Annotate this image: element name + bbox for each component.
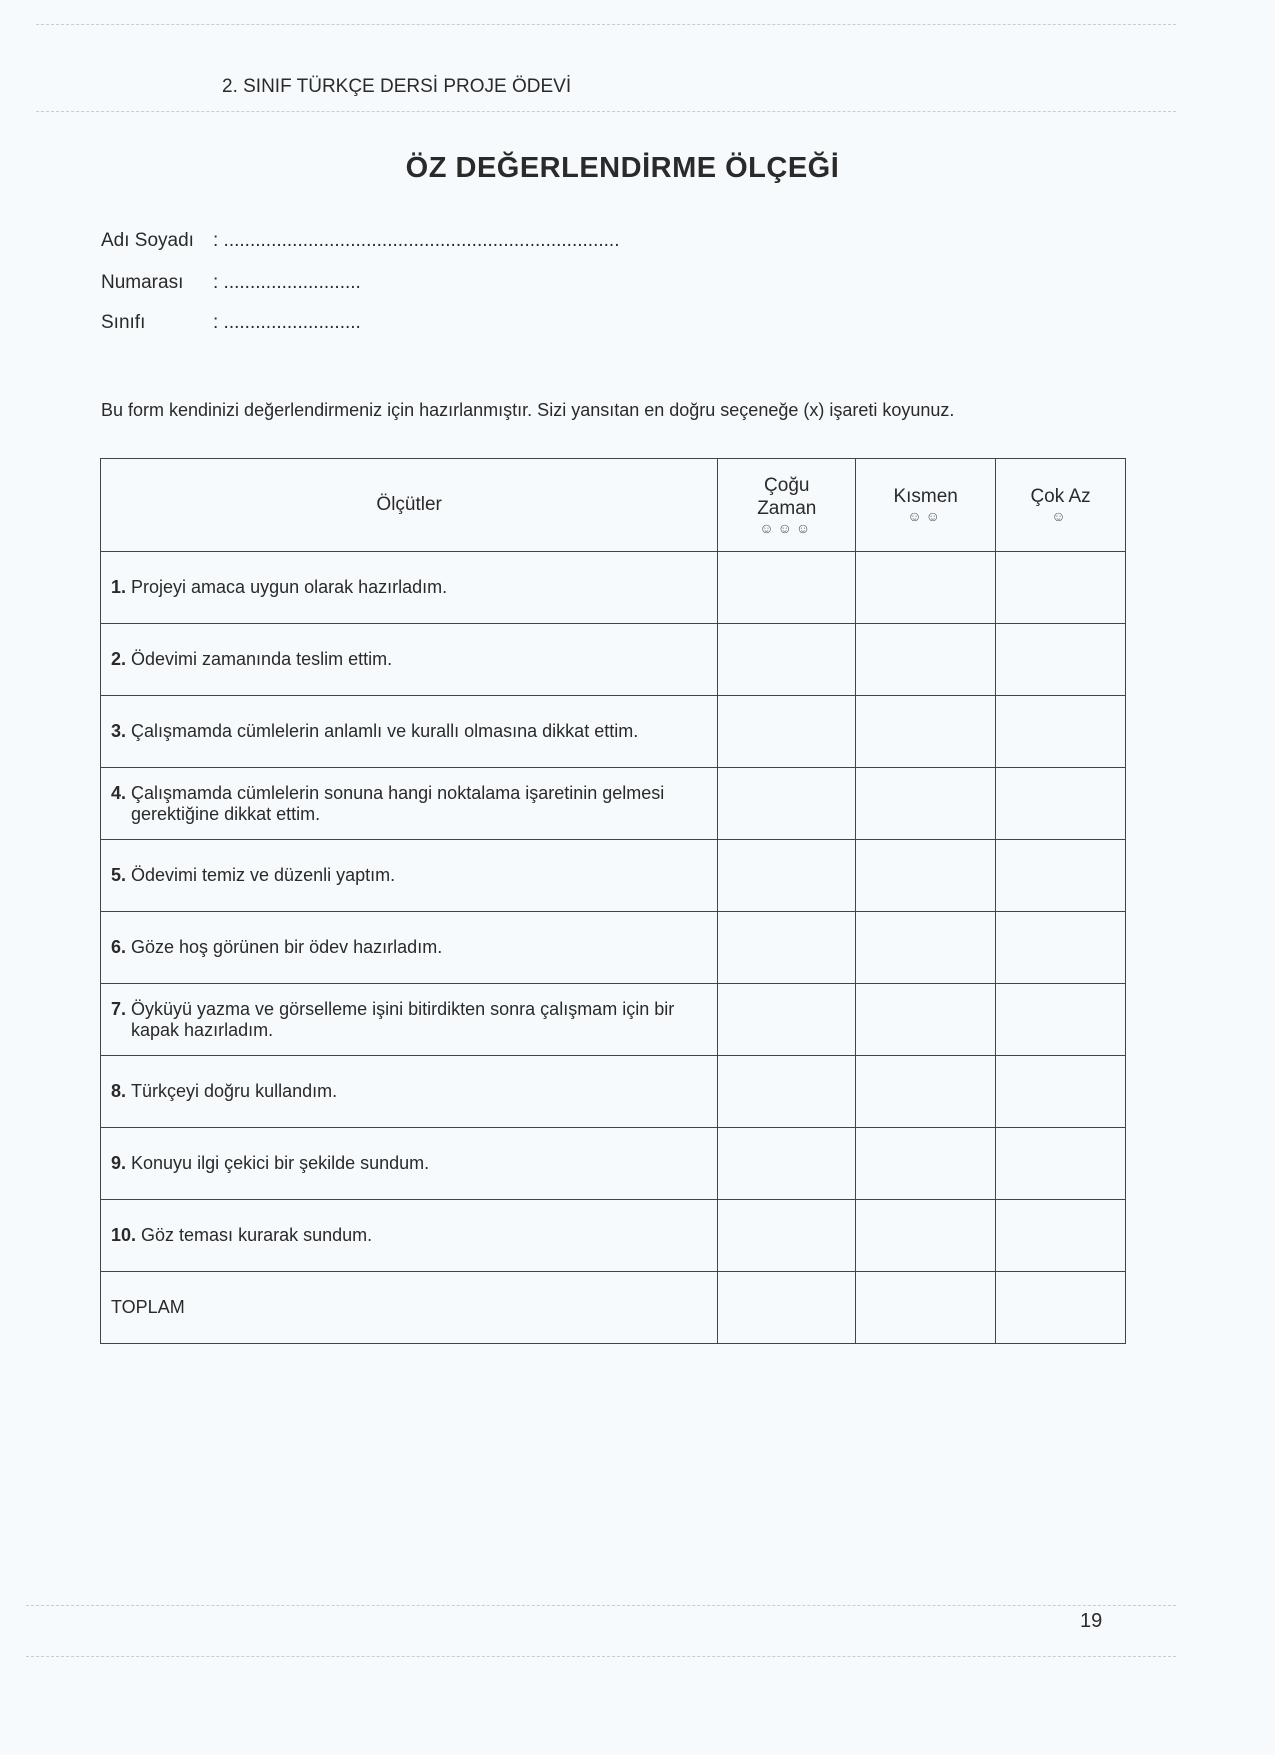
check-cell-rarely[interactable]: [996, 624, 1126, 696]
page-number: 19: [1080, 1610, 1103, 1632]
check-cell-mostly[interactable]: [718, 840, 856, 912]
smiley-icons: ☺: [1051, 508, 1070, 524]
instruction: Bu form kendinizi değerlendirmeniz için hazırlanmıştır. Sizi yansıtan en doğru seçeneğe (x) işareti koyunuz.: [101, 400, 955, 420]
check-cell-partly[interactable]: [856, 1200, 996, 1272]
total-cell-mostly[interactable]: [718, 1272, 856, 1344]
smiley-icons: ☺☺☺: [759, 520, 815, 536]
table-row: [101, 912, 1126, 984]
table-row: [101, 840, 1126, 912]
check-cell-rarely[interactable]: [996, 984, 1126, 1056]
table-row: [101, 768, 1126, 840]
criteria-header: Ölçütler: [101, 459, 718, 552]
table-row: [101, 984, 1126, 1056]
check-cell-rarely[interactable]: [996, 912, 1126, 984]
check-cell-partly[interactable]: [856, 552, 996, 624]
header-text: 2. SINIF TÜRKÇE DERSİ PROJE ÖDEVİ: [222, 76, 572, 97]
criterion: 7. Öyküyü yazma ve görselleme işini bitirdikten sonra çalışmam için bir kapak hazırladım.: [101, 984, 718, 1056]
check-cell-rarely[interactable]: [996, 840, 1126, 912]
col-mostly: Çoğu Zaman ☺☺☺: [718, 459, 856, 552]
criterion: 5. Ödevimi temiz ve düzenli yaptım.: [101, 840, 718, 912]
footer-box: [26, 1605, 1176, 1657]
criterion: 8. Türkçeyi doğru kullandım.: [101, 1056, 718, 1128]
class-field[interactable]: Sınıfı : ..........................: [101, 312, 361, 333]
table-row: [101, 1128, 1126, 1200]
table-row: [101, 624, 1126, 696]
table-row: [101, 1056, 1126, 1128]
check-cell-mostly[interactable]: [718, 1128, 856, 1200]
assessment-table: [100, 458, 1126, 1344]
check-cell-rarely[interactable]: [996, 696, 1126, 768]
table-row: [101, 1200, 1126, 1272]
check-cell-rarely[interactable]: [996, 768, 1126, 840]
col-partly: Kısmen ☺☺: [856, 459, 996, 552]
criterion: 9. Konuyu ilgi çekici bir şekilde sundum.: [101, 1128, 718, 1200]
check-cell-mostly[interactable]: [718, 1200, 856, 1272]
check-cell-mostly[interactable]: [718, 696, 856, 768]
criterion: 10. Göz teması kurarak sundum.: [101, 1200, 718, 1272]
total-cell-partly[interactable]: [856, 1272, 996, 1344]
check-cell-mostly[interactable]: [718, 552, 856, 624]
check-cell-partly[interactable]: [856, 840, 996, 912]
criterion: 2. Ödevimi zamanında teslim ettim.: [101, 624, 718, 696]
number-field[interactable]: Numarası : ..........................: [101, 272, 361, 293]
check-cell-rarely[interactable]: [996, 1128, 1126, 1200]
page-title: ÖZ DEĞERLENDİRME ÖLÇEĞİ: [405, 152, 840, 184]
table-row: [101, 552, 1126, 624]
check-cell-rarely[interactable]: [996, 1056, 1126, 1128]
table-row: [101, 696, 1126, 768]
check-cell-partly[interactable]: [856, 696, 996, 768]
check-cell-mostly[interactable]: [718, 624, 856, 696]
check-cell-partly[interactable]: [856, 912, 996, 984]
check-cell-partly[interactable]: [856, 624, 996, 696]
check-cell-partly[interactable]: [856, 1056, 996, 1128]
check-cell-partly[interactable]: [856, 984, 996, 1056]
check-cell-mostly[interactable]: [718, 912, 856, 984]
check-cell-rarely[interactable]: [996, 552, 1126, 624]
criterion: 4. Çalışmamda cümlelerin sonuna hangi noktalama işaretinin gelmesi gerektiğine dikkat ettim.: [101, 768, 718, 840]
check-cell-mostly[interactable]: [718, 768, 856, 840]
check-cell-mostly[interactable]: [718, 1056, 856, 1128]
check-cell-rarely[interactable]: [996, 1200, 1126, 1272]
check-cell-partly[interactable]: [856, 1128, 996, 1200]
name-field[interactable]: Adı Soyadı : ...........................................................................: [101, 230, 620, 251]
criterion: 6. Göze hoş görünen bir ödev hazırladım.: [101, 912, 718, 984]
criterion: 1. Projeyi amaca uygun olarak hazırladım.: [101, 552, 718, 624]
check-cell-partly[interactable]: [856, 768, 996, 840]
criterion: 3. Çalışmamda cümlelerin anlamlı ve kurallı olmasına dikkat ettim.: [101, 696, 718, 768]
total-label: TOPLAM: [101, 1272, 718, 1344]
header-box: [36, 24, 1176, 112]
smiley-icons: ☺☺: [907, 508, 944, 524]
total-cell-rarely[interactable]: [996, 1272, 1126, 1344]
col-rarely: Çok Az ☺: [996, 459, 1126, 552]
table-header: [101, 459, 1126, 552]
total-row: [101, 1272, 1126, 1344]
check-cell-mostly[interactable]: [718, 984, 856, 1056]
